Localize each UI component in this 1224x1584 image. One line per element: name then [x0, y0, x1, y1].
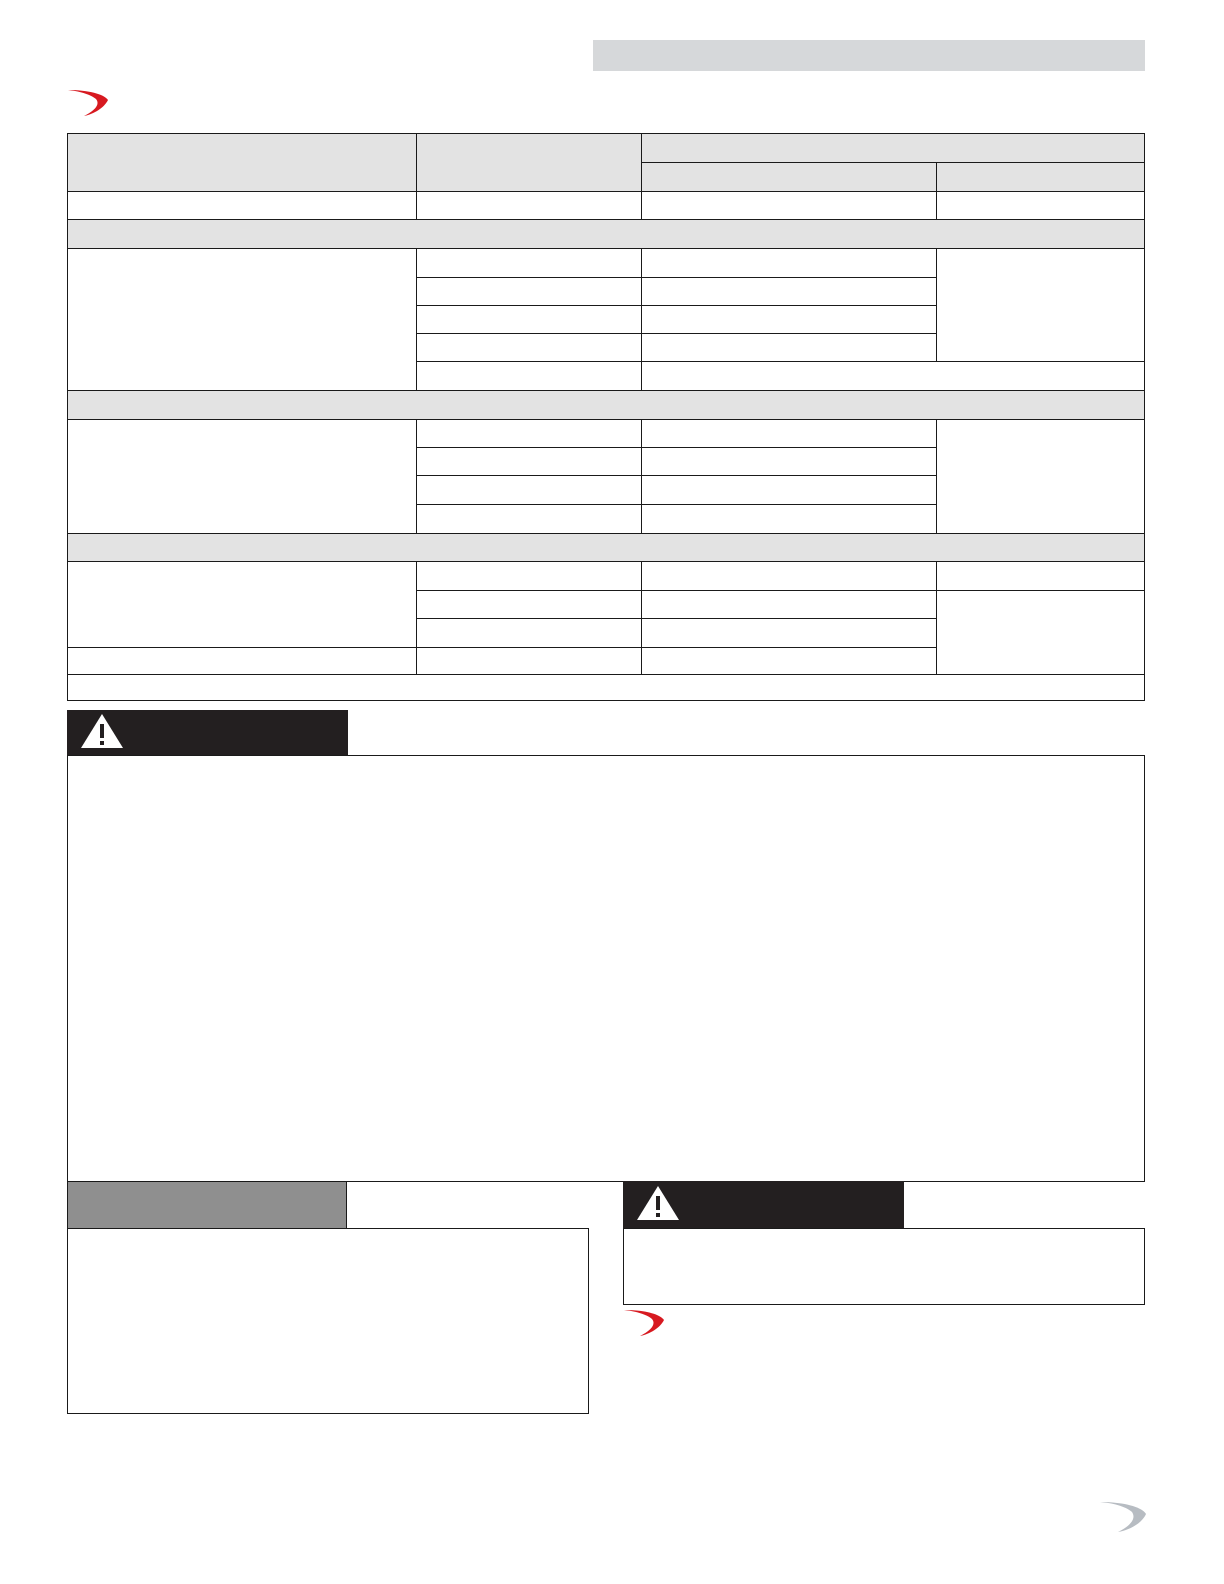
warning-body-box-secondary: [623, 1228, 1145, 1305]
table-cell: [416, 333, 642, 362]
table-cell: [641, 447, 937, 476]
footer-brand-swoosh-icon: [1098, 1500, 1148, 1534]
brand-swoosh-icon: [622, 1308, 666, 1338]
table-cell: [416, 590, 642, 619]
table-cell: [641, 333, 937, 362]
table-cell: [641, 504, 937, 534]
table-cell: [936, 248, 1145, 362]
warning-tab-secondary: [623, 1181, 904, 1229]
table-cell: [416, 561, 642, 591]
table-cell: [416, 647, 642, 675]
warning-triangle-icon: [79, 712, 125, 755]
table-cell: [641, 590, 937, 619]
table-cell: [936, 590, 1145, 675]
table-cell: [641, 361, 1145, 391]
table-cell: [641, 248, 937, 278]
table-cell: [416, 504, 642, 534]
table-cell: [416, 447, 642, 476]
table-group-band: [67, 533, 1145, 562]
table-cell: [416, 277, 642, 306]
table-cell: [936, 419, 1145, 534]
warning-body-box: [67, 755, 1145, 1182]
table-cell: [67, 191, 417, 220]
table-cell: [416, 305, 642, 334]
section-header-bar: [593, 40, 1145, 71]
table-footnote: [67, 674, 1145, 701]
notice-body-box: [67, 1228, 589, 1414]
table-cell: [641, 475, 937, 505]
table-cell: [416, 191, 642, 220]
table-cell: [416, 475, 642, 505]
table-cell: [416, 248, 642, 278]
table-cell: [641, 647, 937, 675]
table-header-sub1: [641, 162, 937, 192]
table-cell: [641, 419, 937, 448]
table-cell: [641, 277, 937, 306]
table-cell: [416, 618, 642, 648]
table-cell: [416, 361, 642, 391]
table-cell: [641, 191, 937, 220]
table-header-col1: [67, 133, 417, 192]
table-cell: [67, 419, 417, 534]
table-cell: [936, 561, 1145, 591]
table-header-sub2: [936, 162, 1145, 192]
table-header-col2: [416, 133, 642, 192]
table-group-band: [67, 219, 1145, 249]
table-cell: [67, 647, 417, 675]
table-group-band: [67, 390, 1145, 420]
table-cell: [67, 248, 417, 391]
table-cell: [416, 419, 642, 448]
table-cell: [641, 618, 937, 648]
table-cell: [67, 561, 417, 648]
table-cell: [641, 305, 937, 334]
warning-tab: [67, 710, 348, 756]
brand-swoosh-icon: [66, 88, 110, 118]
warning-triangle-icon: [635, 1184, 681, 1227]
notice-tab: [67, 1181, 347, 1229]
table-header-group: [641, 133, 1145, 163]
table-cell: [641, 561, 937, 591]
table-cell: [936, 191, 1145, 220]
